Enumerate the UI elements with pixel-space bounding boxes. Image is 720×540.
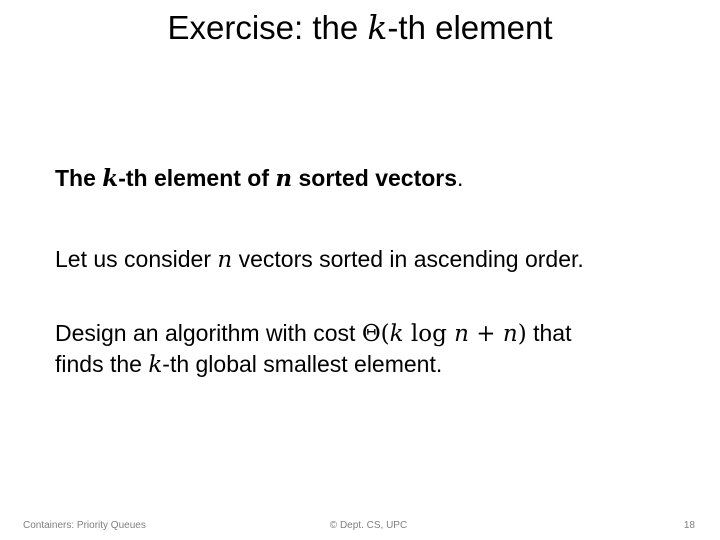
heading-the: The	[55, 165, 103, 191]
footer-page-number: 18	[683, 520, 695, 531]
cost-var-n1: n	[454, 321, 469, 347]
heading-period: .	[457, 165, 464, 191]
cost-plus: +	[468, 321, 503, 347]
exercise-heading	[55, 163, 695, 194]
cost-theta: Θ(	[361, 321, 390, 347]
title-text-after: -th element	[387, 9, 553, 46]
task2-before: finds the	[55, 351, 149, 377]
task-line-1	[55, 318, 695, 349]
heading-sorted-vectors: sorted vectors	[292, 165, 458, 191]
cost-log: log	[403, 321, 455, 347]
statement-var-n: n	[217, 247, 233, 273]
footer-copyright: © Dept. CS, UPC	[329, 520, 408, 531]
cost-var-k: k	[389, 321, 404, 347]
title-var-k: k	[367, 8, 388, 47]
slide-title	[0, 6, 720, 50]
statement-after: vectors sorted in ascending order.	[232, 246, 584, 272]
task-before: Design an algorithm with cost	[55, 320, 362, 346]
task-after: that	[526, 320, 572, 346]
problem-statement	[55, 244, 695, 275]
cost-var-n2: n	[502, 321, 518, 347]
cost-close: )	[517, 321, 527, 347]
title-text-before: Exercise: the	[167, 9, 368, 46]
task2-var-k: k	[148, 352, 163, 378]
heading-th-element-of: -th element of	[118, 165, 276, 191]
task2-after: -th global smallest element.	[162, 351, 443, 377]
heading-var-n: n	[275, 165, 293, 192]
heading-var-k: k	[102, 165, 119, 192]
task-description	[55, 318, 695, 380]
task-line-2	[55, 349, 695, 380]
footer-course-title: Containers: Priority Queues	[23, 520, 146, 531]
statement-before: Let us consider	[55, 246, 218, 272]
